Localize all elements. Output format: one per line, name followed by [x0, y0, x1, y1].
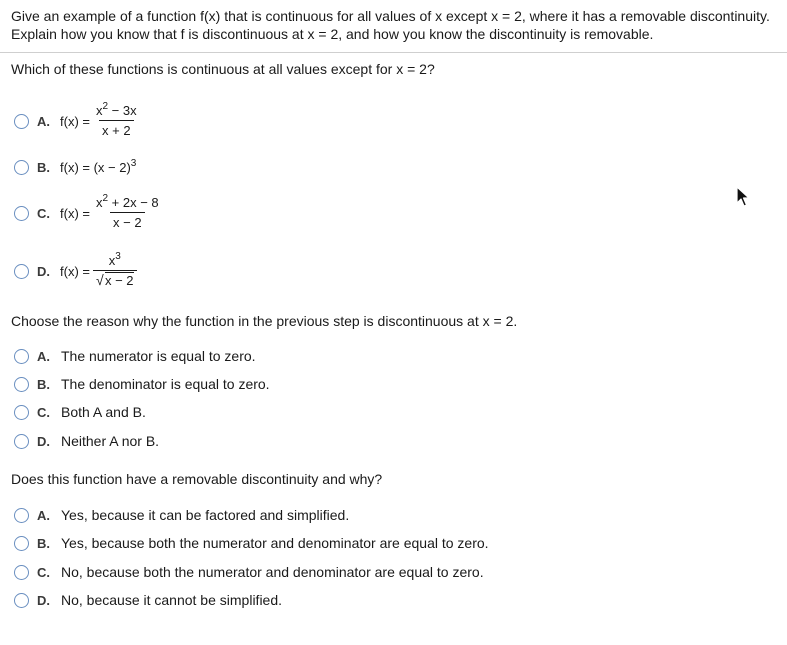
q1-option-d[interactable] [14, 251, 137, 288]
function-lhs: f(x) = [60, 205, 90, 221]
option-letter: A. [37, 507, 50, 523]
question-2-prompt: Choose the reason why the function in the previous step is discontinuous at x = 2. [11, 313, 518, 329]
question-1-prompt: Which of these functions is continuous at all values except for x = 2? [11, 61, 435, 77]
option-letter: C. [37, 205, 50, 221]
q3-option-a-radio[interactable] [14, 508, 29, 523]
q3-option-c[interactable] [14, 562, 484, 582]
option-text: No, because it cannot be simplified. [61, 592, 283, 608]
option-letter: D. [37, 433, 50, 449]
option-text: Neither A nor B. [61, 433, 160, 449]
divider [0, 52, 787, 53]
option-text: Yes, because both the numerator and denominator are equal to zero. [61, 535, 489, 551]
option-letter: D. [37, 592, 50, 608]
numerator: $x^2 - 3x$ [95, 101, 137, 118]
function-expression: $f(x) = (x - 2)^3$ [60, 157, 137, 175]
option-letter: D. [37, 263, 50, 279]
q1-option-c-radio[interactable] [14, 206, 29, 221]
square-root: √ x − 2 [95, 272, 134, 288]
mouse-pointer-icon [736, 186, 752, 208]
option-letter: B. [37, 535, 50, 551]
fraction [93, 253, 137, 289]
option-letter: A. [37, 113, 50, 129]
q3-option-b-radio[interactable] [14, 536, 29, 551]
q2-option-d-radio[interactable] [14, 434, 29, 449]
q1-option-a-radio[interactable] [14, 114, 29, 129]
q1-option-d-radio[interactable] [14, 264, 29, 279]
q3-option-d[interactable] [14, 590, 282, 610]
q3-option-d-radio[interactable] [14, 593, 29, 608]
function-lhs: f(x) = [60, 263, 90, 279]
denominator [93, 270, 137, 289]
q2-option-c[interactable] [14, 402, 146, 422]
fraction [93, 103, 140, 139]
q2-option-d[interactable] [14, 431, 159, 451]
q2-option-b-radio[interactable] [14, 377, 29, 392]
q1-option-b[interactable] [14, 157, 136, 177]
option-text: No, because both the numerator and denominator are equal to zero. [61, 564, 484, 580]
problem-statement: Give an example of a function f(x) that is continuous for all values of x except x = 2, where it has a removable discontinuity. Explain how you know that f is discontinuous at x = 2, and how you know the discontinuity is removable. [11, 8, 770, 42]
option-letter: B. [37, 376, 50, 392]
denominator: x − 2 [110, 212, 145, 231]
option-text: The denominator is equal to zero. [61, 376, 270, 392]
question-3-prompt: Does this function have a removable discontinuity and why? [11, 471, 383, 487]
fraction [93, 195, 162, 231]
option-letter: B. [37, 159, 50, 175]
denominator: x + 2 [99, 120, 134, 139]
option-letter: A. [37, 348, 50, 364]
numerator: $x^2 + 2x - 8$ [95, 193, 159, 210]
option-text: Both A and B. [61, 404, 146, 420]
q1-option-b-radio[interactable] [14, 160, 29, 175]
q2-option-a[interactable] [14, 346, 256, 366]
numerator: $x^3$ [108, 251, 121, 268]
q1-option-a[interactable] [14, 101, 140, 138]
q3-option-c-radio[interactable] [14, 565, 29, 580]
q2-option-a-radio[interactable] [14, 349, 29, 364]
option-letter: C. [37, 564, 50, 580]
q3-option-a[interactable] [14, 505, 349, 525]
option-text: Yes, because it can be factored and simplified. [61, 507, 350, 523]
q3-option-b[interactable] [14, 533, 489, 553]
q2-option-c-radio[interactable] [14, 405, 29, 420]
q2-option-b[interactable] [14, 374, 270, 394]
function-lhs: f(x) = [60, 113, 90, 129]
q1-option-c[interactable] [14, 193, 162, 230]
option-letter: C. [37, 404, 50, 420]
option-text: The numerator is equal to zero. [61, 348, 256, 364]
